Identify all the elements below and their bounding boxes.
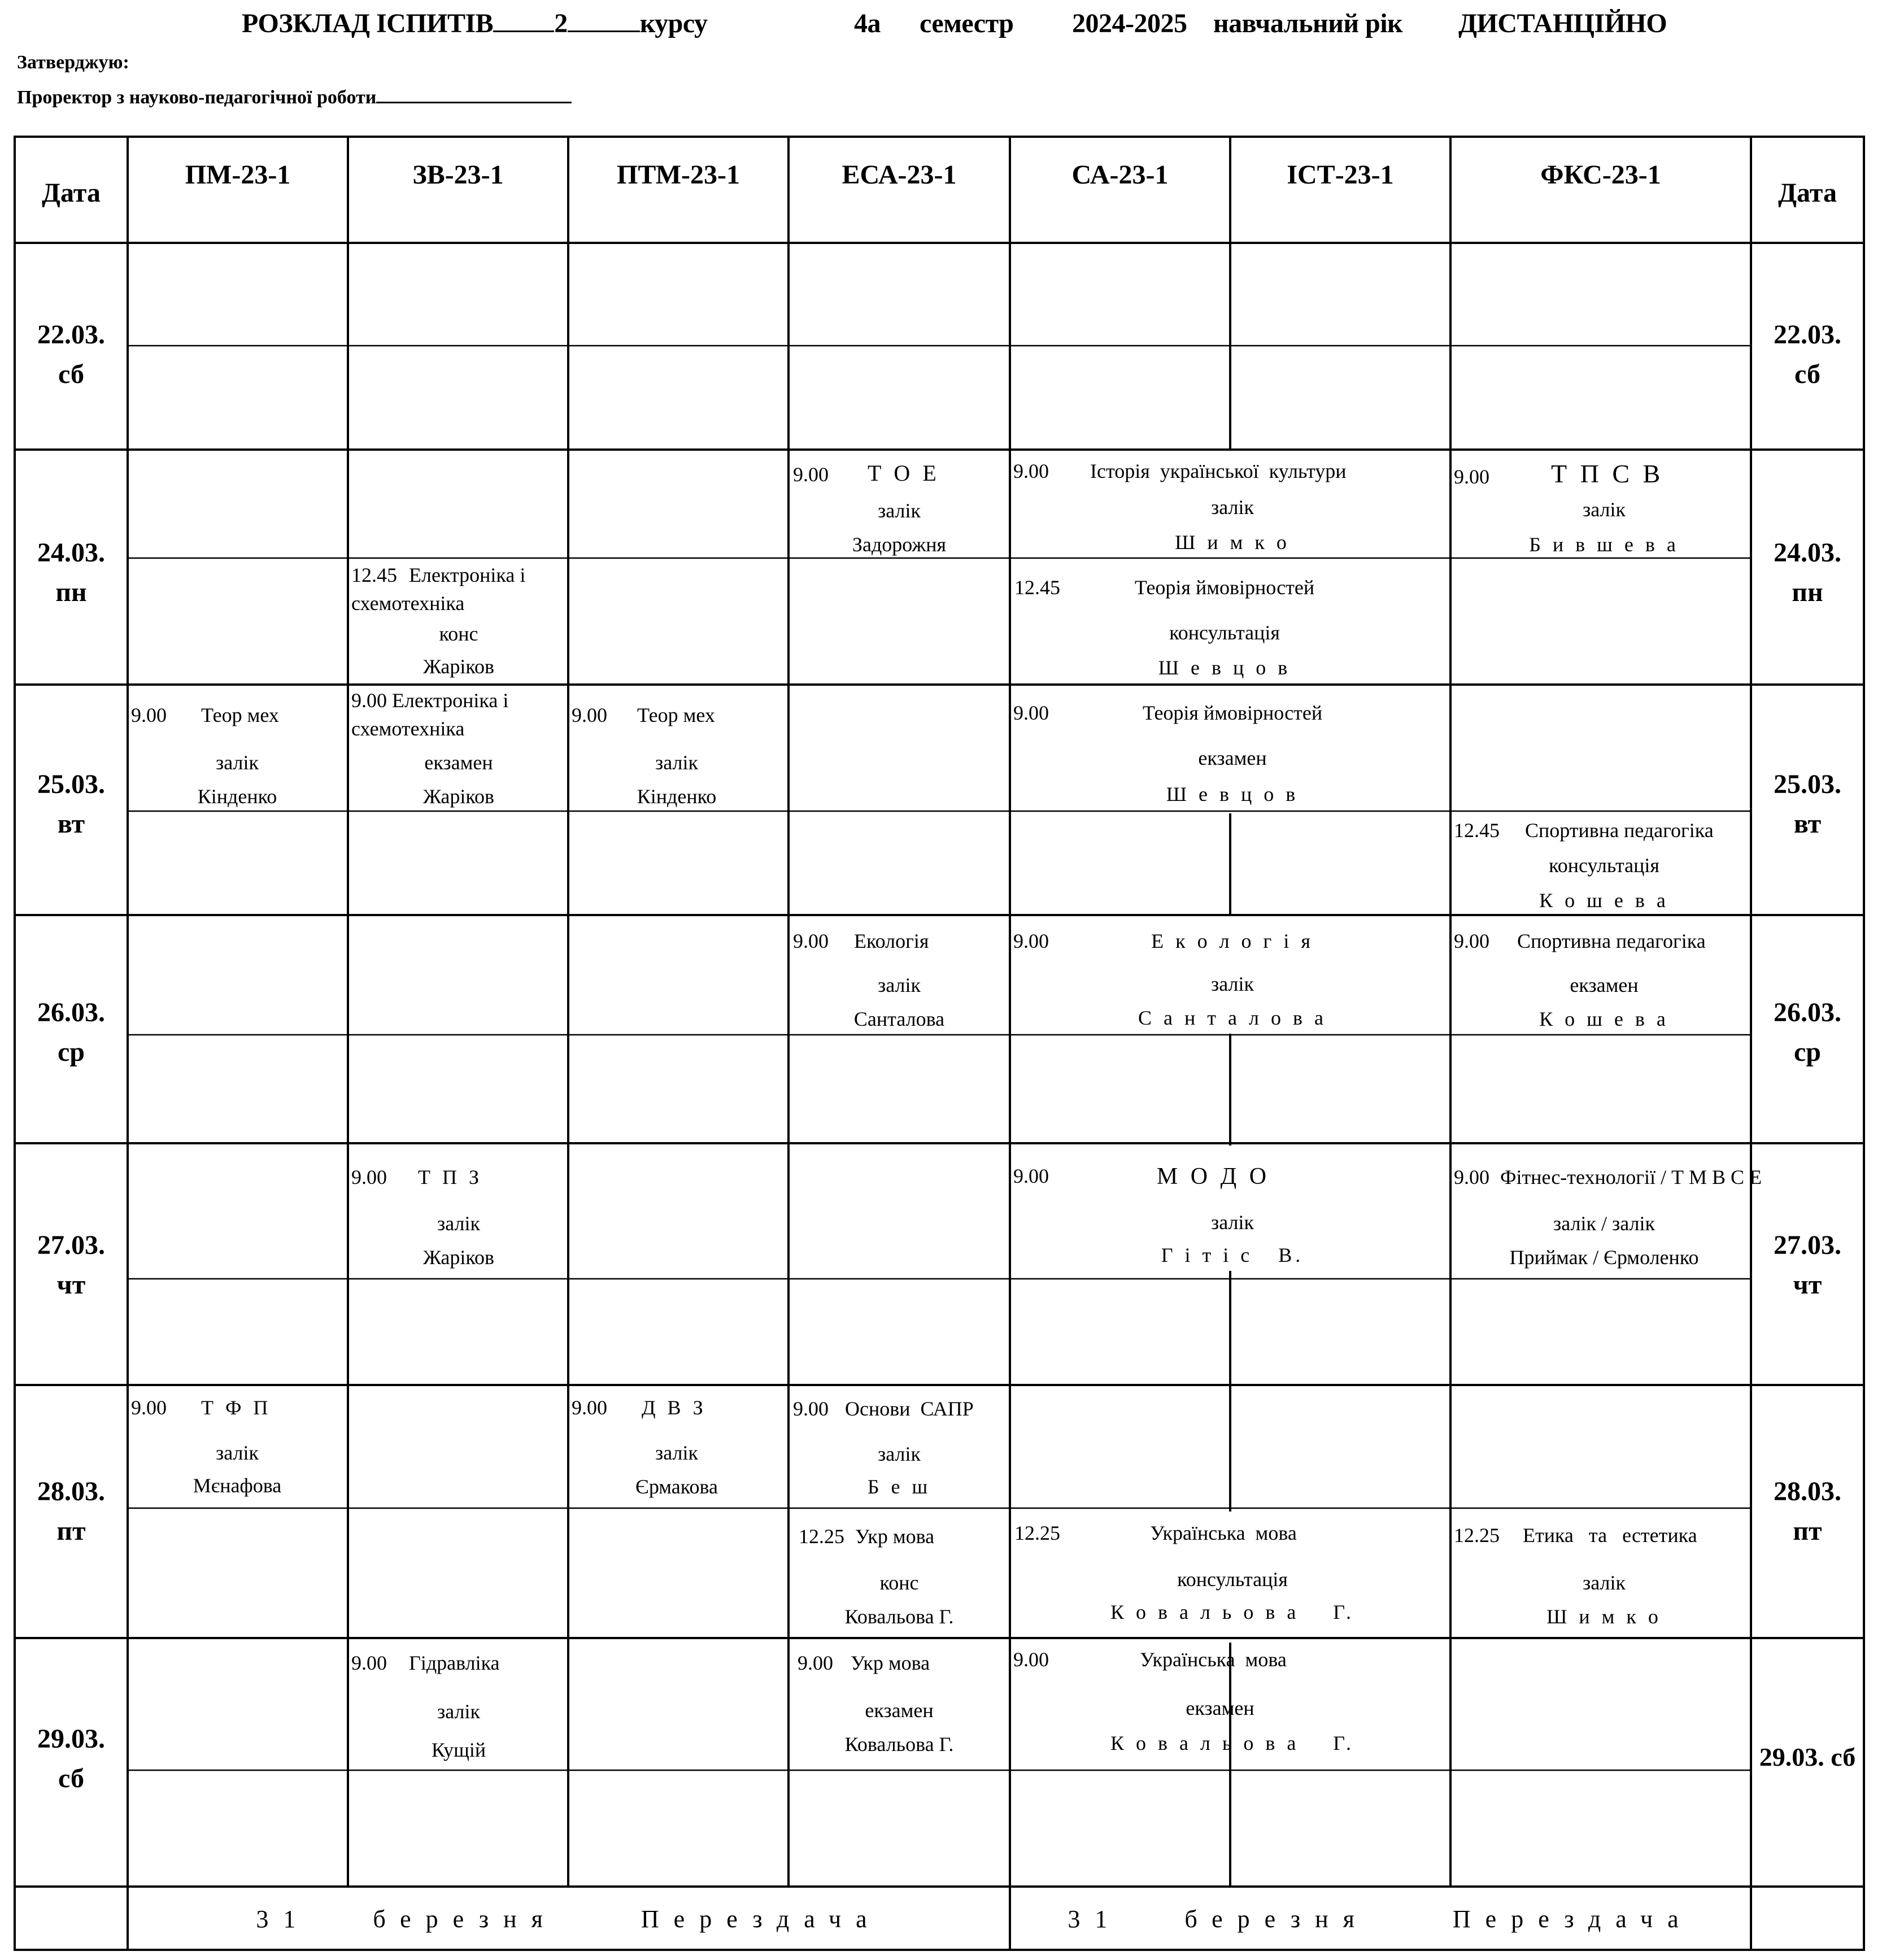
entry-time: 9.00 (793, 1397, 829, 1420)
entry-type: екзамен (1186, 1697, 1254, 1719)
entry-teacher: Г і т і с В. (1161, 1244, 1304, 1266)
day-value: чт (56, 1270, 86, 1300)
academic-year-label: навчальний рік (1213, 8, 1403, 38)
semester-number: 4а (854, 8, 881, 38)
entry-subject: Укр мова (851, 1652, 930, 1674)
entry-subject: Історія української культури (1090, 460, 1347, 482)
day-value: сб (58, 359, 84, 389)
entry-subject: Українська мова (1140, 1648, 1287, 1671)
entry-subject: Е к о л о г і я (1151, 930, 1314, 952)
entry-teacher: Ковальова Г. (844, 1605, 954, 1628)
entry-teacher: Ш е в ц о в (1166, 783, 1299, 805)
header-group-ptm: ПТМ-23-1 (617, 160, 740, 190)
entry-time: 9.00 (793, 930, 829, 952)
entry-teacher: С а н т а л о в а (1138, 1007, 1327, 1029)
entry-teacher: К о в а л ь о в а Г. (1110, 1732, 1355, 1754)
date-cell-left (18, 1719, 125, 1798)
entry-teacher: Єрмакова (635, 1475, 718, 1498)
academic-year: 2024-2025 (1072, 8, 1187, 38)
entry-type: залік (437, 1700, 480, 1723)
entry-teacher: Задорожня (852, 533, 947, 556)
entry-time: 9.00 (1454, 1166, 1489, 1188)
date-cell-right (1754, 765, 1861, 844)
date-cell-right (1754, 1226, 1861, 1305)
date-value: 26.03. (37, 998, 105, 1027)
entry-teacher: Ковальова Г. (844, 1733, 954, 1756)
date-cell-left (18, 993, 125, 1072)
retake-note-right: 31 березня Перездача (1068, 1905, 1693, 1933)
entry-type: консультація (1177, 1568, 1288, 1591)
entry-subject: Т П С В (1551, 459, 1664, 488)
date-value: 27.03. (1774, 1230, 1841, 1260)
entry-teacher: Жаріков (423, 1246, 494, 1269)
entry-subject: Т О Е (868, 460, 940, 486)
date-value: 26.03. (1774, 998, 1841, 1027)
entry-subject: Теор мех (201, 704, 279, 726)
entry-subject: Електроніка і (392, 689, 509, 712)
entry-subject: Теорія ймовірностей (1142, 702, 1323, 724)
entry-time: 9.00 (131, 1396, 167, 1419)
entry-time: 9.00 (1013, 702, 1049, 724)
entry-subject: схемотехніка (351, 592, 465, 615)
entry-teacher: Приймак / Єрмоленко (1509, 1246, 1699, 1269)
entry-teacher: Жаріков (423, 655, 494, 678)
entry-subject: Д В З (642, 1396, 707, 1419)
entry-time: 9.00 (1013, 1648, 1049, 1671)
date-cell-right (1754, 533, 1861, 612)
entry-subject: Укр мова (855, 1525, 935, 1548)
entry-type: екзамен (1570, 974, 1639, 996)
day-value: сб (58, 1763, 84, 1793)
entry-subject: Т П З (418, 1166, 483, 1188)
entry-subject: Етика та естетика (1523, 1524, 1697, 1547)
day-value: сб (1794, 359, 1820, 389)
entry-teacher: Ш и м к о (1175, 531, 1290, 554)
day-value: чт (1793, 1270, 1822, 1300)
entry-subject: Електроніка і (409, 564, 526, 586)
day-value: пт (1793, 1516, 1822, 1546)
entry-subject: М О Д О (1156, 1164, 1270, 1190)
course-number: 2 (554, 8, 568, 38)
date-value: 29.03. (37, 1724, 105, 1754)
date-cell-right (1754, 1472, 1861, 1551)
entry-subject: Спортивна педагогіка (1517, 930, 1706, 952)
entry-time: 12.45 (1454, 819, 1500, 842)
entry-subject: Фітнес-технології / Т М В С Е (1500, 1166, 1762, 1188)
entry-teacher: Б е ш (867, 1475, 931, 1498)
retake-note-left: 31 березня Перездача (256, 1905, 882, 1933)
entry-teacher: Ш е в ц о в (1158, 656, 1291, 679)
entry-type: залік (878, 974, 921, 996)
entry-subject: Теор мех (637, 704, 715, 726)
entry-subject: Екологія (854, 930, 929, 952)
entry-subject: Гідравліка (409, 1652, 500, 1674)
date-value: 27.03. (37, 1230, 105, 1260)
date-value: 24.03. (1774, 538, 1841, 568)
date-value: 28.03. (1774, 1476, 1841, 1506)
entry-time: 9.00 (131, 704, 167, 726)
entry-time: 9.00 (793, 463, 829, 486)
date-cell-right (1754, 993, 1861, 1072)
entry-teacher: Б и в ш е в а (1529, 533, 1679, 556)
prorector-text: Проректор з науково-педагогічної роботи (17, 87, 377, 108)
date-cell-left (18, 315, 125, 394)
entry-time: 9.00 (1454, 465, 1489, 488)
entry-time: 9.00 (351, 1166, 387, 1188)
entry-teacher: К о ш е в а (1539, 1008, 1669, 1030)
entry-time: 9.00 (572, 1396, 607, 1419)
entry-type: залік (437, 1212, 480, 1235)
date-cell-left (18, 1226, 125, 1305)
header-group-pm: ПМ-23-1 (185, 160, 291, 190)
entry-type: екзамен (865, 1699, 934, 1722)
title-text: РОЗКЛАД ІСПИТІВ (242, 8, 494, 38)
entry-type: залік (1583, 498, 1626, 521)
date-value: 25.03. (1774, 769, 1841, 799)
entry-time: 9.00 (1013, 1165, 1049, 1187)
entry-teacher: К о в а л ь о в а Г. (1110, 1601, 1355, 1623)
entry-time: 9.00 (572, 704, 607, 726)
date-cell-right: 29.03. сб (1759, 1743, 1856, 1771)
entry-time: 9.00 (351, 1652, 387, 1674)
entry-time: 12.25 (799, 1525, 844, 1548)
day-value: пт (56, 1516, 86, 1546)
entry-subject: Теорія ймовірностей (1134, 576, 1315, 599)
entry-time: 9.00 (1013, 460, 1049, 482)
header-group-fks: ФКС-23-1 (1540, 160, 1661, 190)
entry-subject: Основи САПР (845, 1397, 974, 1420)
entry-teacher: К о ш е в а (1539, 889, 1669, 912)
date-value: 22.03. (37, 320, 105, 350)
approve-text: Затверджую: (17, 52, 129, 73)
day-value: ср (58, 1037, 85, 1067)
entry-type: залік (1211, 496, 1254, 519)
header-group-esa: ЕСА-23-1 (842, 160, 957, 190)
entry-time: 12.45 (1014, 576, 1060, 599)
entry-type: залік (878, 499, 921, 522)
entry-type: залік / залік (1553, 1212, 1655, 1235)
entry-type: залік (655, 1441, 698, 1464)
header-group-sa: СА-23-1 (1071, 160, 1169, 190)
entry-type: залік (878, 1443, 921, 1465)
entry-time: 12.45 (351, 564, 397, 586)
date-cell-right (1754, 315, 1861, 394)
entry-teacher: Мєнафова (193, 1474, 282, 1497)
entry-subject: схемотехніка (351, 717, 465, 740)
semester-label: семестр (920, 8, 1014, 38)
day-value: вт (1793, 809, 1822, 839)
entry-type: консультація (1549, 854, 1659, 877)
day-value: пн (55, 577, 87, 607)
date-value: 24.03. (37, 538, 105, 568)
entry-type: залік (216, 1441, 259, 1464)
entry-time: 9.00 (1013, 930, 1049, 952)
entry-teacher: Ш и м к о (1546, 1605, 1662, 1628)
entry-type: залік (655, 751, 698, 774)
entry-type: екзамен (1198, 747, 1267, 769)
entry-type: консультація (1169, 621, 1280, 644)
entry-time: 9.00 (351, 689, 387, 712)
day-value: пн (1792, 577, 1823, 607)
entry-teacher: Санталова (853, 1008, 945, 1030)
entry-time: 9.00 (1454, 930, 1489, 952)
entry-time: 12.25 (1454, 1524, 1500, 1547)
header-date-left: Дата (42, 178, 101, 208)
entry-teacher: Жаріков (423, 785, 494, 808)
date-value: 25.03. (37, 769, 105, 799)
entry-subject: Т Ф П (201, 1396, 272, 1419)
entry-type: залік (1211, 1211, 1254, 1234)
entry-teacher: Кінденко (637, 785, 717, 808)
day-value: ср (1794, 1037, 1821, 1067)
study-mode: ДИСТАНЦІЙНО (1458, 8, 1667, 38)
entry-time: 12.25 (1014, 1522, 1060, 1544)
table-border (15, 137, 1864, 1950)
date-cell-left (18, 1472, 125, 1551)
entry-type: конс (879, 1571, 919, 1594)
day-value: вт (57, 809, 85, 839)
header-group-zv: ЗВ-23-1 (412, 160, 504, 190)
date-cell-left (18, 765, 125, 844)
entry-teacher: Кінденко (197, 785, 277, 808)
entry-type: конс (439, 622, 478, 645)
entry-subject: Українська мова (1150, 1522, 1297, 1544)
entry-type: залік (216, 751, 259, 774)
entry-type: залік (1211, 973, 1254, 995)
entry-time: 9.00 (798, 1652, 833, 1674)
header-date-right: Дата (1778, 178, 1837, 208)
header-group-ist: ІСТ-23-1 (1287, 160, 1394, 190)
entry-type: залік (1583, 1571, 1626, 1594)
date-value: 28.03. (37, 1476, 105, 1506)
entry-subject: Спортивна педагогіка (1525, 819, 1714, 842)
entry-type: екзамен (424, 751, 493, 774)
date-cell-left (18, 533, 125, 612)
course-label: курсу (639, 8, 708, 38)
entry-teacher: Кущій (431, 1739, 486, 1761)
date-value: 22.03. (1774, 320, 1841, 350)
